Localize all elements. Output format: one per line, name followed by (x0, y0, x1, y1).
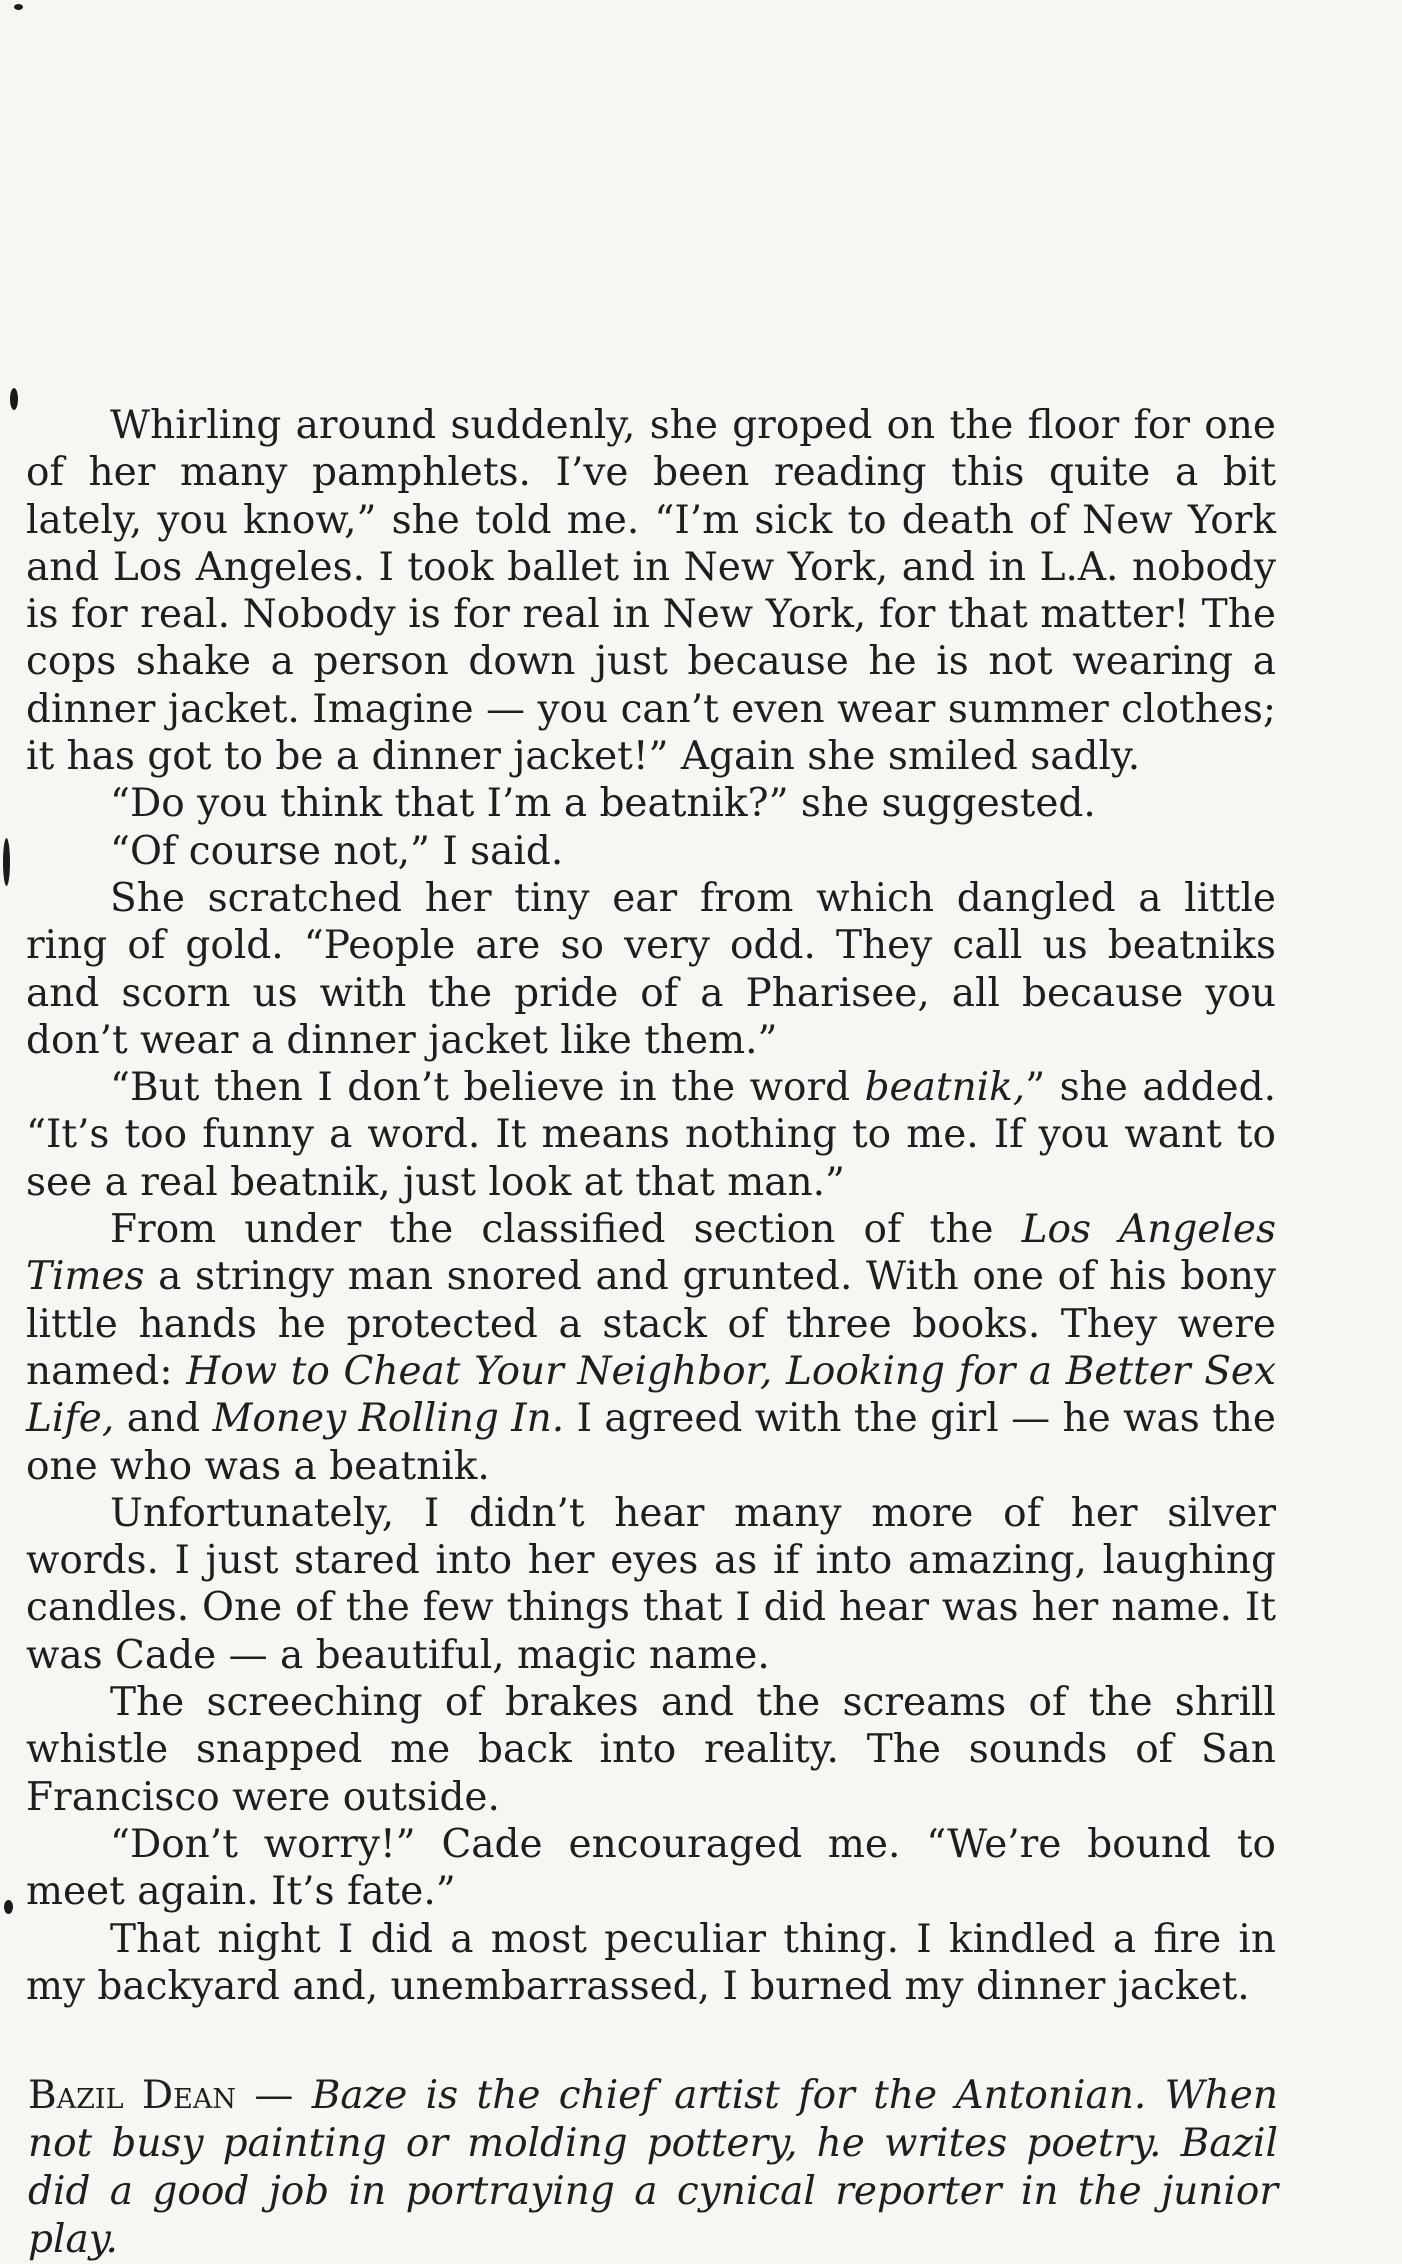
author-name: Bazil Dean (28, 2073, 236, 2118)
story-paragraph (26, 828, 1276, 875)
paragraph-text: That night I did a most peculiar thing. I kindled a fire in my backyard and, unembarrassed, I burned my dinner jacket. (26, 1916, 1276, 2009)
author-bio (28, 2072, 1278, 2264)
paragraph-text: From under the classified section of the (110, 1207, 1022, 1253)
story-paragraph (26, 780, 1276, 827)
story-paragraph (26, 875, 1276, 1064)
story-paragraph (26, 1206, 1276, 1490)
paragraph-text: ” she added. “It’s too funny a word. It means nothing to me. If you want to see a real beatnik, just look at that man.” (26, 1065, 1276, 1205)
paragraph-text: “Don’t worry!” Cade encouraged me. “We’re bound to meet again. It’s fate.” (26, 1821, 1276, 1915)
print-speck (10, 388, 18, 410)
paragraph-text: The screeching of brakes and the screams of the shrill whistle snapped me back into reality. The sounds of San Francisco were outside. (26, 1680, 1276, 1820)
story-paragraph (26, 1821, 1276, 1916)
paragraph-text: a stringy man snored and grunted. With one of his bony little hands he protected a stack of three books. They were named: (26, 1254, 1276, 1394)
italic-title-text: How to Cheat Your Neighbor, Looking for a Better Sex Life, (26, 1348, 1276, 1442)
bio-dash: — (236, 2073, 312, 2118)
story-text (26, 402, 1276, 2010)
paragraph-text: and (114, 1396, 213, 1442)
paragraph-text: Whirling around suddenly, she groped on the floor for one of her many pamphlets. I’ve been reading this quite a bit lately, you know,” she told me. “I’m sick to death of New York and Los Angeles. I took ballet in New York, and in L.A. nobody is for real. Nobody is for real in New York, for that matter! The cops shake a person down just because he is not wearing a dinner jacket. Imagine — you can’t even wear summer clothes; it has got to be a dinner jacket!” Again she smiled sadly. (26, 403, 1276, 780)
paragraph-text: “Of course not,” I said. (110, 828, 564, 874)
italic-title-text: Money Rolling In. (212, 1396, 565, 1442)
story-paragraph (26, 402, 1276, 780)
italic-title-text: beatnik, (864, 1065, 1026, 1111)
paragraph-text: Unfortunately, I didn’t hear many more of her silver words. I just stared into her eyes as if into amazing, laughing candles. One of the few things that I did hear was her name. It was Cade — a beautiful, magic name. (26, 1490, 1276, 1678)
story-paragraph (26, 1064, 1276, 1206)
story-paragraph (26, 1916, 1276, 2011)
paragraph-text: “Do you think that I’m a beatnik?” she suggested. (110, 781, 1096, 827)
print-speck (14, 4, 23, 10)
print-speck (3, 838, 10, 886)
paragraph-text: She scratched her tiny ear from which dangled a little ring of gold. “People are so very odd. They call us beatniks and scorn us with the pride of a Pharisee, all because you don’t wear a dinner jacket like them.” (26, 875, 1276, 1063)
paragraph-text: “But then I don’t believe in the word (110, 1065, 865, 1111)
author-blurb: Baze is the chief artist for the Antonian. When not busy painting or molding pottery, he writes poetry. Bazil did a good job in portraying a cynical reporter in the junior play. (28, 2073, 1278, 2262)
italic-title-text: Los Angeles Times (26, 1207, 1277, 1300)
story-paragraph (26, 1490, 1276, 1679)
story-paragraph (26, 1679, 1276, 1821)
print-speck (4, 1900, 13, 1914)
paragraph-text: I agreed with the girl — he was the one who was a beatnik. (26, 1396, 1277, 1489)
